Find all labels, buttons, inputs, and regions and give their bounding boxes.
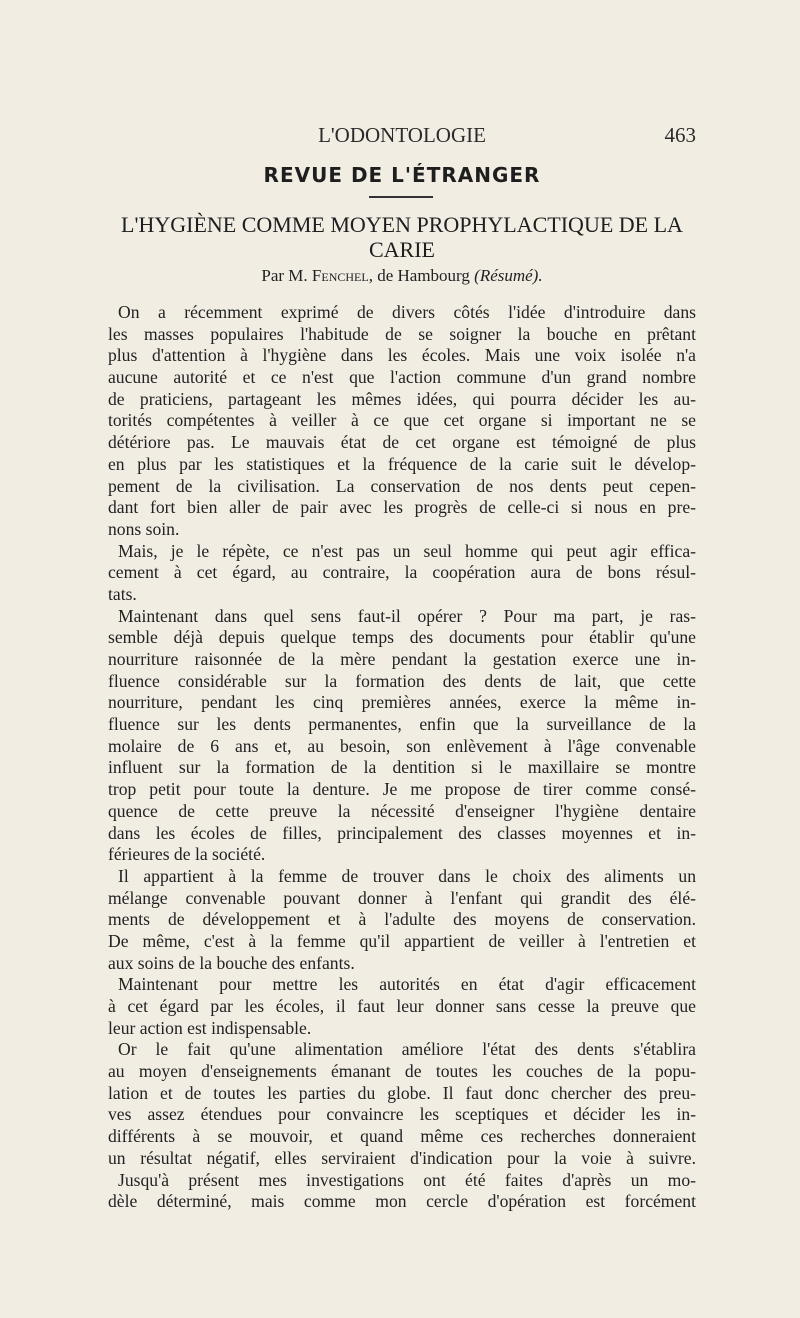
section-divider [369, 196, 433, 198]
text-line: cement à cet égard, au contraire, la coopération aura de bons résul- [108, 562, 696, 583]
text-line: ves assez étendues pour convaincre les sceptiques et décider les in- [108, 1104, 696, 1125]
text-line: différents à se mouvoir, et quand même ces recherches donneraient [108, 1126, 696, 1147]
text-line: semble déjà depuis quelque temps des documents pour établir qu'une [108, 627, 696, 648]
text-line: fluence considérable sur la formation des dents de lait, que cette [108, 670, 696, 691]
text-line: un résultat négatif, elles serviraient d'indication pour la voie à suivre. [108, 1147, 696, 1168]
article-title [108, 212, 696, 262]
text-line: dant fort bien aller de pair avec les progrès de celle-ci si nous en pre- [108, 497, 696, 518]
article-title-line: CARIE [369, 237, 435, 262]
byline-note: (Résumé). [474, 266, 543, 285]
text-line: les masses populaires l'habitude de se soigner la bouche en prêtant [108, 323, 696, 344]
text-line: lation et de toutes les parties du globe. Il faut donc chercher des preu- [108, 1082, 696, 1103]
article-body [108, 302, 696, 1213]
text-line: nons soin. [108, 518, 180, 539]
text-line: pement de la civilisation. La conservation de nos dents peut cepen- [108, 475, 696, 496]
text-line: en plus par les statistiques et la fréquence de la carie suit le dévelop- [108, 453, 696, 474]
text-line: dèle déterminé, mais comme mon cercle d'opération est forcément [108, 1191, 696, 1212]
text-line: torités compétentes à veiller à ce que cet organe si important ne se [108, 410, 696, 431]
text-line: ments de développement et à l'adulte des moyens de conservation. [108, 909, 696, 930]
text-line: quence de cette preuve la nécessité d'enseigner l'hygiène dentaire [108, 800, 696, 821]
text-line: fluence sur les dents permanentes, enfin que la surveillance de la [108, 714, 696, 735]
text-line: nourriture raisonnée de la mère pendant la gestation exerce une in- [108, 649, 696, 669]
text-line: Jusqu'à présent mes investigations ont été faites d'après un mo- [118, 1169, 696, 1190]
journal-name: L'ODONTOLOGIE [318, 123, 486, 147]
text-line: dans les écoles de filles, principalement des classes moyennes et in- [108, 822, 696, 843]
text-line: férieures de la société. [108, 844, 266, 865]
byline-author: Fenchel, [311, 266, 373, 285]
byline-prefix: Par M. [261, 266, 308, 285]
text-line: trop petit pour toute la denture. Je me propose de tirer comme consé- [108, 779, 696, 800]
text-line: Il appartient à la femme de trouver dans le choix des aliments un [118, 865, 696, 886]
text-line: au moyen d'enseignements émanant de toutes les couches de la popu- [108, 1061, 696, 1082]
byline [108, 265, 696, 287]
text-line: Mais, je le répète, ce n'est pas un seul homme qui peut agir effica- [118, 540, 696, 561]
section-title: REVUE DE L'ÉTRANGER [263, 163, 541, 187]
text-line: nourriture, pendant les cinq premières années, exerce la même in- [108, 692, 696, 713]
text-line: Maintenant dans quel sens faut-il opérer ? Pour ma part, je ras- [118, 605, 696, 626]
text-line: aux soins de la bouche des enfants. [108, 952, 355, 973]
text-line: détériore pas. Le mauvais état de cet organe est témoigné de plus [108, 432, 696, 453]
text-line: de praticiens, partageant les mêmes idées, qui pourra décider les au- [108, 388, 696, 409]
article-title-line: L'HYGIÈNE COMME MOYEN PROPHYLACTIQUE DE LA [121, 212, 683, 237]
byline-place: de Hambourg [377, 266, 470, 285]
text-line: tats. [108, 583, 137, 604]
text-line: aucune autorité et ce n'est que l'action commune d'un grand nombre [108, 367, 696, 388]
text-line: Or le fait qu'une alimentation améliore l'état des dents s'établira [118, 1039, 696, 1060]
text-line: Maintenant pour mettre les autorités en état d'agir efficacement [118, 974, 696, 995]
text-line: molaire de 6 ans et, au besoin, son enlèvement à l'âge convenable [108, 735, 696, 756]
text-line: mélange convenable pouvant donner à l'enfant qui grandit des élé- [108, 887, 696, 908]
text-line: leur action est indispensable. [108, 1017, 312, 1038]
text-line: On a récemment exprimé de divers côtés l'idée d'introduire dans [118, 302, 696, 322]
text-line: influent sur la formation de la dentition si le maxillaire se montre [108, 757, 696, 778]
text-line: à cet égard par les écoles, il faut leur donner sans cesse la preuve que [108, 996, 696, 1016]
text-line: De même, c'est à la femme qu'il appartient de veiller à l'entretien et [108, 930, 696, 951]
running-header [108, 123, 696, 151]
page-number: 463 [664, 123, 696, 147]
text-line: plus d'attention à l'hygiène dans les écoles. Mais une voix isolée n'a [108, 345, 696, 366]
